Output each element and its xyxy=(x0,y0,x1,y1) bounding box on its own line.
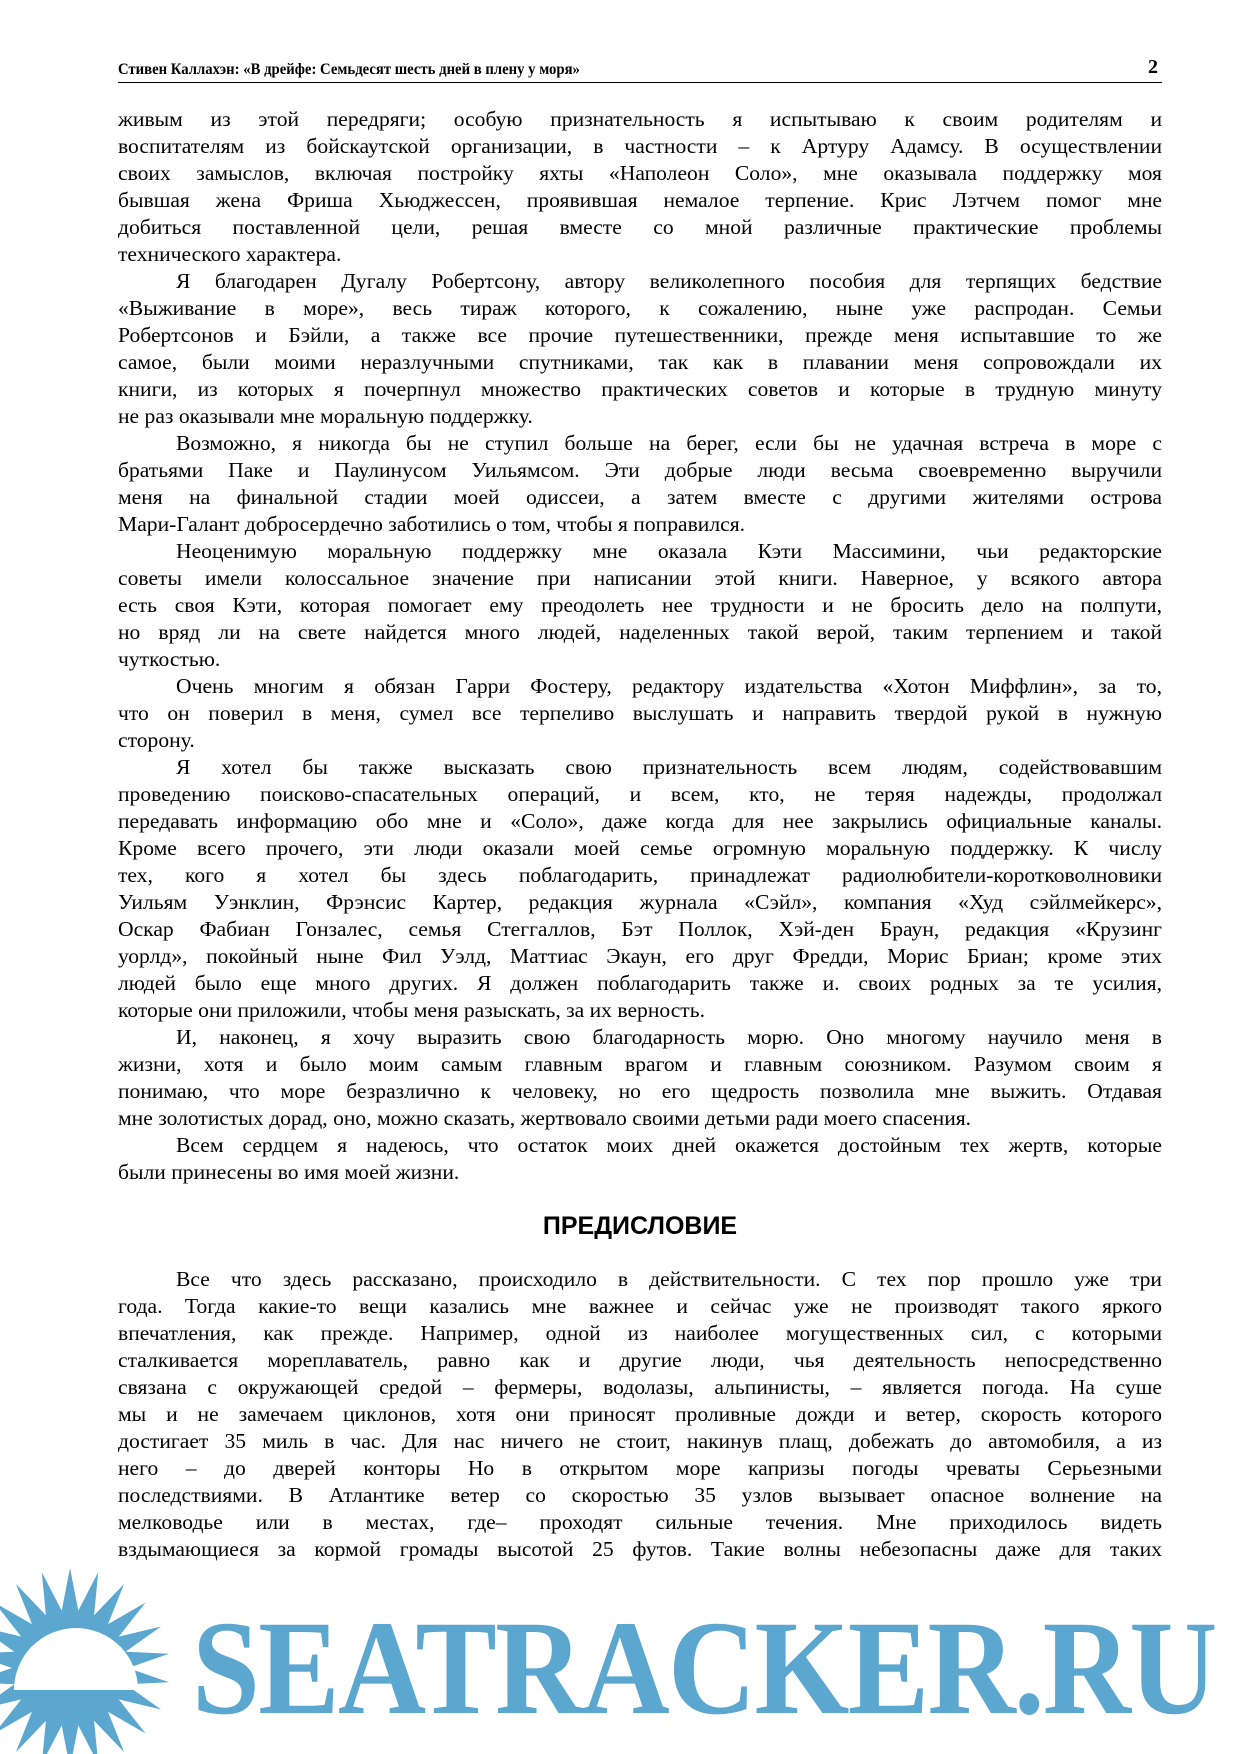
text-line: меня на финальной стадии моей одиссеи, а затем вместе с другими жителями острова xyxy=(118,485,1162,509)
text-line: живым из этой передряги; особую признательность я испытываю к своим родителям и xyxy=(118,107,1162,131)
text-line: И, наконец, я хочу выразить свою благодарность морю. Оно многому научило меня в xyxy=(176,1025,1162,1049)
text-line: Всем сердцем я надеюсь, что остаток моих дней окажется достойным тех жертв, которые xyxy=(176,1133,1162,1157)
section-heading: ПРЕДИСЛОВИЕ xyxy=(542,1212,738,1240)
paragraph xyxy=(118,1266,1162,1563)
text-line: но вряд ли на свете найдется много людей, наделенных такой верой, таким терпением и такой xyxy=(118,620,1162,644)
text-line: бывшая жена Фриша Хьюджессен, проявившая немалое терпение. Крис Лэтчем помог мне xyxy=(118,188,1162,212)
text-line: добиться поставленной цели, решая вместе со мной различные практические проблемы xyxy=(118,215,1162,239)
page-number: 2 xyxy=(1148,56,1158,78)
text-line: Кроме всего прочего, эти люди оказали моей семье огромную моральную поддержку. К числу xyxy=(118,836,1162,860)
text-line: воспитателям из бойскаутской организации, в частности – к Артуру Адамсу. В осуществлении xyxy=(118,134,1162,158)
text-line: были принесены во имя моей жизни. xyxy=(118,1160,460,1184)
text-line: него – до дверей конторы Но в открытом море капризы погоды чреваты Серьезными xyxy=(118,1456,1162,1480)
document-body xyxy=(118,106,1162,1563)
text-line: Уильям Уэнклин, Фрэнсис Картер, редакция журнала «Сэйл», компания «Худ сэйлмейкерс», xyxy=(118,890,1162,914)
text-line: чуткостью. xyxy=(118,647,221,671)
text-line: Мари-Галант добросердечно заботились о том, чтобы я поправился. xyxy=(118,512,746,536)
text-line: Все что здесь рассказано, происходило в действительности. С тех пор прошло уже три xyxy=(176,1267,1162,1291)
text-line: своих замыслов, включая постройку яхты «Наполеон Соло», мне оказывала поддержку моя xyxy=(118,161,1162,185)
paragraph xyxy=(118,754,1162,1024)
text-line: братьями Паке и Паулинусом Уильямсом. Эти добрые люди весьма своевременно выручили xyxy=(118,458,1162,482)
text-line: впечатления, как прежде. Например, одной из наиболее могущественных сил, с которыми xyxy=(118,1321,1162,1345)
text-line: советы имели колоссальное значение при написании этой книги. Наверное, у всякого автора xyxy=(118,566,1162,590)
text-line: мелководье или в местах, где– проходят сильные течения. Мне приходилось видеть xyxy=(118,1510,1162,1534)
text-line: года. Тогда какие-то вещи казались мне важнее и сейчас уже не производят такого яркого xyxy=(118,1294,1162,1318)
paragraph xyxy=(118,1132,1162,1186)
text-line: Я хотел бы также высказать свою признательность всем людям, содействовавшим xyxy=(176,755,1162,779)
text-line: связана с окружающей средой – фермеры, водолазы, альпинисты, – является погода. На суше xyxy=(118,1375,1162,1399)
paragraph xyxy=(118,1024,1162,1132)
text-line: что он поверил в меня, сумел все терпеливо выслушать и направить твердой рукой в нужную xyxy=(118,701,1162,725)
paragraph xyxy=(118,673,1162,754)
text-line: Неоценимую моральную поддержку мне оказала Кэти Массимини, чьи редакторские xyxy=(176,539,1162,563)
text-line: «Выживание в море», весь тираж которого, к сожалению, ныне уже распродан. Семьи xyxy=(118,296,1162,320)
text-line: тех, кого я хотел бы здесь поблагодарить, принадлежат радиолюбители-коротковолновики xyxy=(118,863,1162,887)
text-line: Возможно, я никогда бы не ступил больше на берег, если бы не удачная встреча в море с xyxy=(176,431,1162,455)
text-line: людей было еще много других. Я должен поблагодарить также и. своих родных за те усилия, xyxy=(118,971,1162,995)
text-line: Я благодарен Дугалу Робертсону, автору великолепного пособия для терпящих бедствие xyxy=(176,269,1162,293)
text-line: сталкивается мореплаватель, равно как и другие люди, чья деятельность непосредственно xyxy=(118,1348,1162,1372)
text-line: последствиями. В Атлантике ветер со скоростью 35 узлов вызывает опасное волнение на xyxy=(118,1483,1162,1507)
text-line: понимаю, что море безразлично к человеку, но его щедрость позволила мне выжить. Отдавая xyxy=(118,1079,1162,1103)
text-line: проведению поисково-спасательных операций, и всем, кто, не теряя надежды, продолжал xyxy=(118,782,1162,806)
text-line: мы и не замечаем циклонов, хотя они приносят проливные дожди и ветер, скорость которого xyxy=(118,1402,1162,1426)
text-line: которые они приложили, чтобы меня разыскать, за их верность. xyxy=(118,998,705,1022)
paragraph xyxy=(118,268,1162,430)
text-line: самое, были моими неразлучными спутниками, так как в плавании меня сопровождали их xyxy=(118,350,1162,374)
paragraph xyxy=(118,538,1162,673)
text-line: книги, из которых я почерпнул множество практических советов и которые в трудную минуту xyxy=(118,377,1162,401)
text-line: уорлд», покойный ныне Фил Уэлд, Маттиас Экаун, его друг Фредди, Морис Бриан; кроме этих xyxy=(118,944,1162,968)
text-line: передавать информацию обо мне и «Соло», даже когда для нее закрылись официальные каналы. xyxy=(118,809,1162,833)
text-line: достигает 35 миль в час. Для нас ничего не стоит, накинув плащ, добежать до автомобиля, а из xyxy=(118,1429,1162,1453)
text-line: жизни, хотя и было моим самым главным врагом и главным союзником. Разумом своим я xyxy=(118,1052,1162,1076)
text-line: Оскар Фабиан Гонзалес, семья Стеггаллов, Бэт Поллок, Хэй-ден Браун, редакция «Крузинг xyxy=(118,917,1162,941)
text-line: сторону. xyxy=(118,728,195,752)
text-line: Очень многим я обязан Гарри Фостеру, редактору издательства «Хотон Миффлин», за то, xyxy=(176,674,1162,698)
text-line: вздымающиеся за кормой громады высотой 25 футов. Такие волны небезопасны даже для таких xyxy=(118,1537,1162,1561)
watermark-text: SEATRACKER.RU xyxy=(192,1592,1216,1743)
paragraph xyxy=(118,430,1162,538)
text-line: есть своя Кэти, которая помогает ему преодолеть нее трудности и не бросить дело на полпути, xyxy=(118,593,1162,617)
text-line: не раз оказывали мне моральную поддержку. xyxy=(118,404,533,428)
text-line: мне золотистых дорад, оно, можно сказать, жертвовало своими детьми ради моего спасения. xyxy=(118,1106,972,1130)
running-header-title: Стивен Каллахэн: «В дрейфе: Семьдесят шесть дней в плену у моря» xyxy=(118,61,580,78)
running-header xyxy=(118,56,1162,83)
text-line: технического характера. xyxy=(118,242,342,266)
text-line: Робертсонов и Бэйли, а также все прочие путешественники, прежде меня испытавшие то же xyxy=(118,323,1162,347)
paragraph xyxy=(118,106,1162,268)
